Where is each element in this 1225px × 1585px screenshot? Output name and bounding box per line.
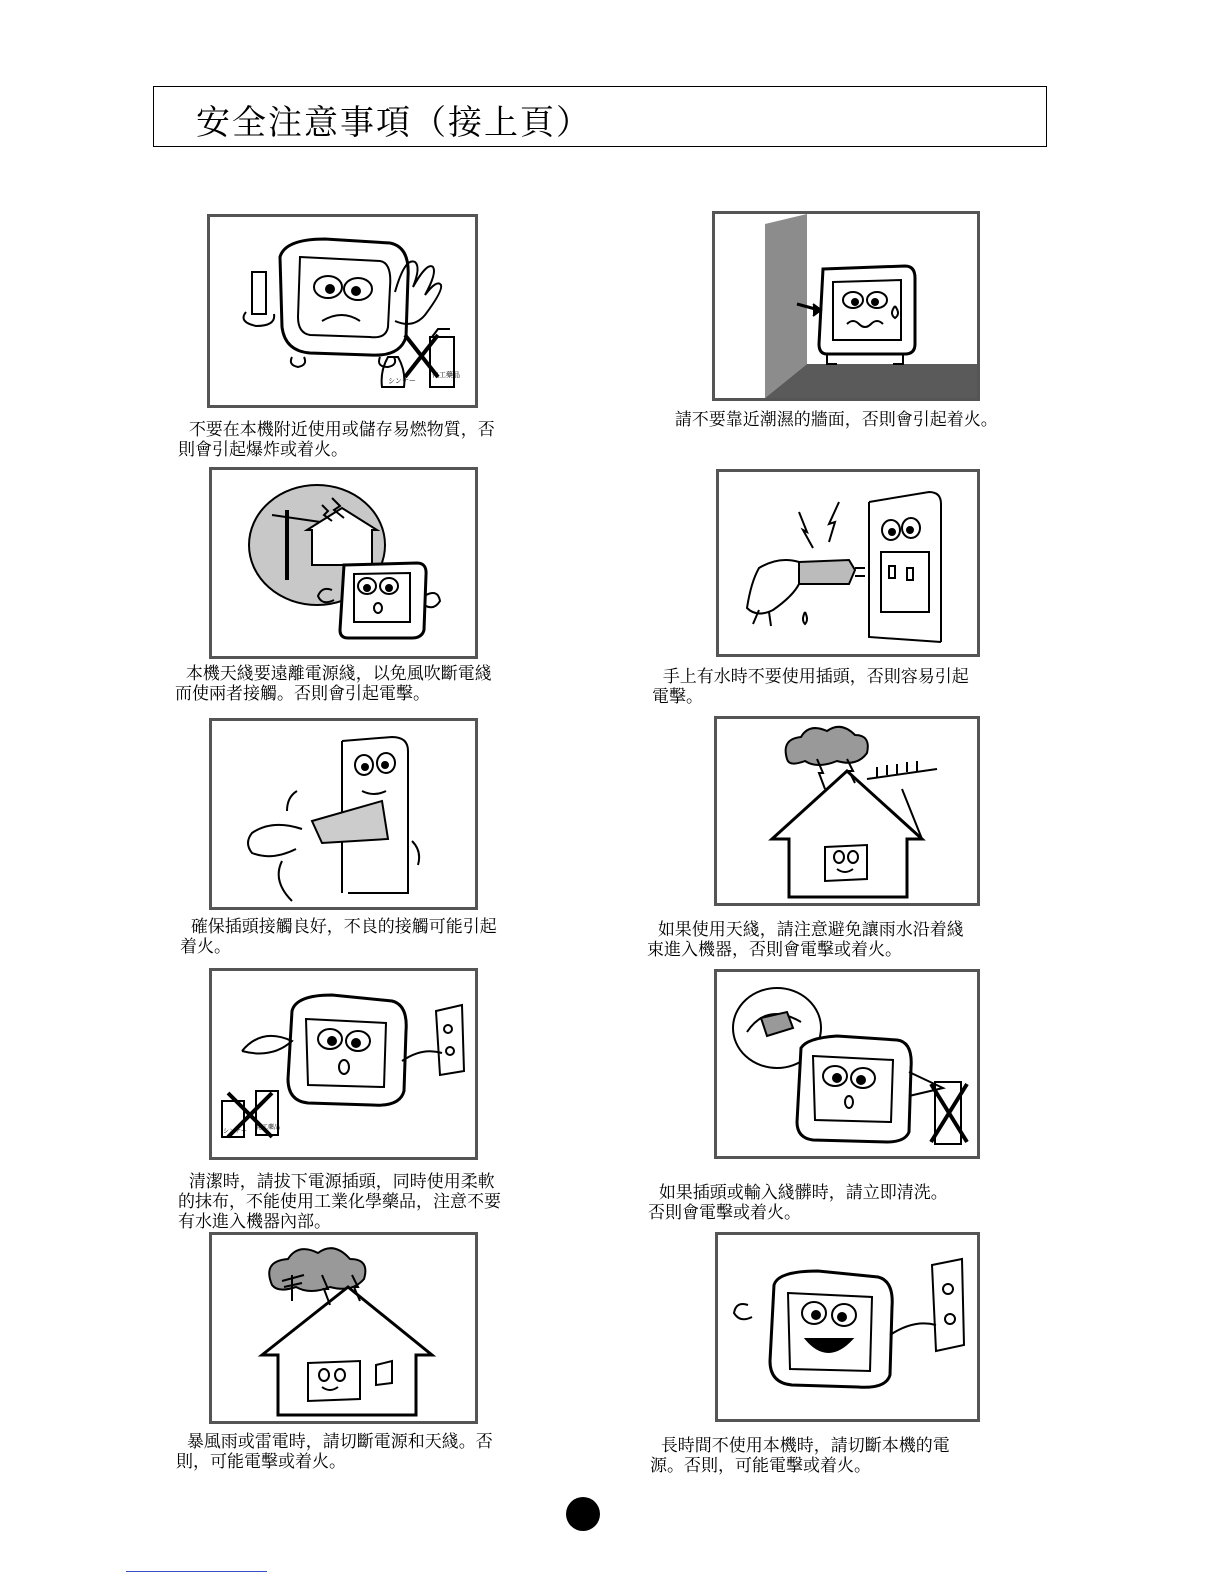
caption-rain-antenna: 如果使用天綫，請注意避免讓雨水沿着綫 束進入機器，否則會電擊或着火。: [647, 920, 964, 960]
illustration-wet-hands: [716, 469, 980, 657]
caption-flammable: 不要在本機附近使用或儲存易燃物質，否 則會引起爆炸或着火。: [178, 420, 495, 460]
label-chemical-2: 化工藥品: [256, 1124, 281, 1131]
illustration-plug-contact: [209, 718, 478, 910]
label-thinner-2: シンナー: [223, 1128, 247, 1135]
caption-long-unused: 長時間不使用本機時，請切斷本機的電 源。否則，可能電擊或着火。: [650, 1436, 950, 1476]
illustration-rain-antenna: [714, 716, 980, 906]
illustration-storm: [209, 1232, 478, 1424]
caption-plug-contact: 確保插頭接觸良好，不良的接觸可能引起 着火。: [180, 917, 497, 957]
title-box: [153, 86, 1047, 147]
caption-wet-hands: 手上有水時不要使用插頭，否則容易引起 電擊。: [652, 667, 969, 707]
caption-antenna-powerline: 本機天綫要遠離電源綫，以免風吹斷電綫 而使兩者接觸。否則會引起電擊。: [175, 664, 492, 704]
footer-link-line: [126, 1571, 267, 1572]
illustration-long-unused: [715, 1232, 980, 1422]
label-thinner: シンナー: [388, 377, 416, 385]
page-title: 安全注意事項（接上頁）: [196, 103, 592, 143]
illustration-cleaning: [209, 968, 478, 1160]
caption-storm: 暴風雨或雷電時，請切斷電源和天綫。否 則，可能電擊或着火。: [176, 1432, 493, 1472]
label-chemical: 化工藥品: [432, 371, 460, 379]
illustration-antenna-powerline: [209, 467, 478, 659]
illustration-flammable: [207, 214, 478, 408]
caption-cleaning: 清潔時，請拔下電源插頭，同時使用柔軟 的抹布，不能使用工業化學藥品，注意不要 有水進入機器內部。: [178, 1172, 501, 1232]
caption-damp-wall: 請不要靠近潮濕的牆面，否則會引起着火。: [664, 410, 998, 430]
illustration-dirty-plug: [714, 969, 980, 1159]
caption-dirty-plug: 如果插頭或輸入綫髒時，請立即清洗。 否則會電擊或着火。: [648, 1183, 948, 1223]
page-number-dot: [566, 1497, 600, 1531]
illustration-damp-wall: [712, 211, 980, 401]
